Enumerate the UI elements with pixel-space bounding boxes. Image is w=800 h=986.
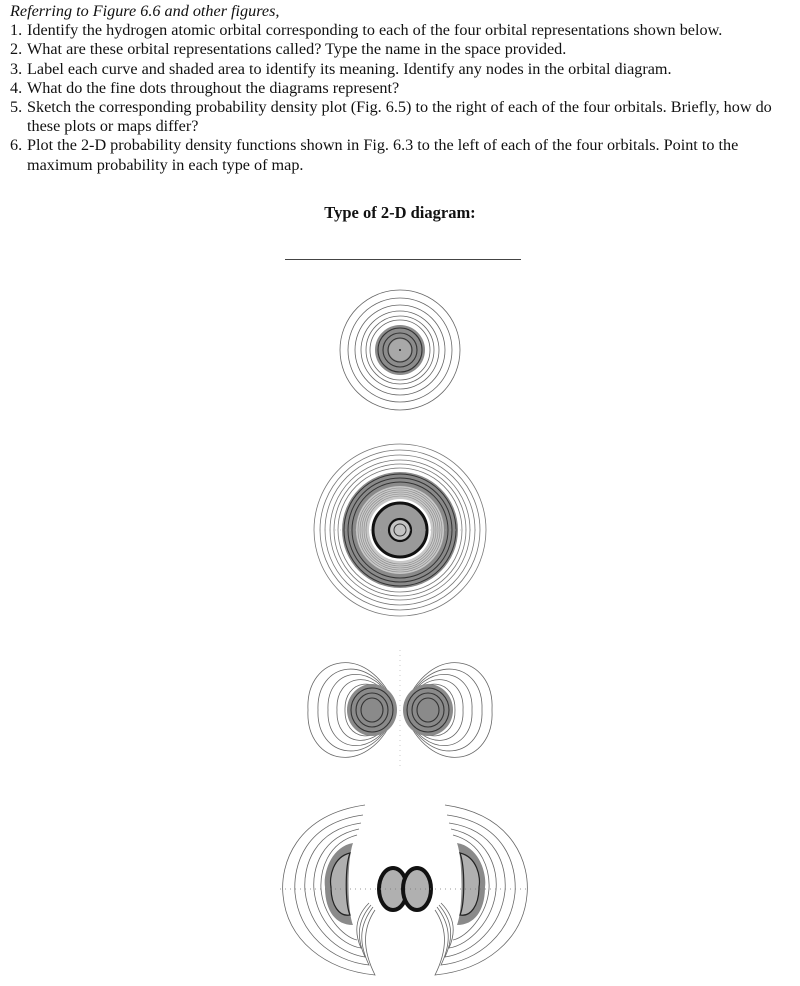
diagram-type-heading: Type of 2-D diagram: (324, 203, 476, 222)
question-6 (10, 136, 795, 174)
orbital-diagram-1 (330, 285, 470, 415)
question-1 (10, 21, 795, 40)
question-3 (10, 60, 795, 79)
orbital-diagram-2 (310, 440, 490, 620)
question-number: 1. (10, 21, 23, 40)
question-number: 2. (10, 40, 23, 59)
orbital-diagram-4 (278, 790, 532, 980)
right-lobe (403, 684, 453, 736)
question-2 (10, 40, 795, 59)
question-number: 3. (10, 59, 23, 78)
orbital-diagram-3 (305, 648, 495, 773)
question-number: 5. (10, 98, 23, 117)
intro-text: Referring to Figure 6.6 and other figures, (10, 2, 280, 20)
question-text: Identify the hydrogen atomic orbital corresponding to each of the four orbital representations shown below. (27, 21, 723, 40)
question-4 (10, 79, 795, 98)
question-number: 6. (10, 136, 23, 155)
instructions (10, 2, 795, 175)
question-text: Plot the 2-D probability density functions shown in Fig. 6.3 to the left of each of the four orbitals. Point to the maximum probability in each type of map. (27, 136, 739, 174)
question-text: Sketch the corresponding probability density plot (Fig. 6.5) to the right of each of the four orbitals. Briefly, how do these plots or maps differ? (27, 98, 772, 136)
question-5 (10, 98, 795, 136)
answer-blank-line[interactable] (285, 259, 521, 260)
question-number: 4. (10, 78, 23, 97)
torus-right (403, 868, 431, 910)
left-lobe (347, 684, 397, 736)
question-text: What are these orbital representations called? Type the name in the space provided. (27, 40, 567, 59)
question-text: What do the fine dots throughout the diagrams represent? (27, 78, 400, 97)
question-text: Label each curve and shaded area to identify its meaning. Identify any nodes in the orbital diagram. (27, 59, 672, 78)
